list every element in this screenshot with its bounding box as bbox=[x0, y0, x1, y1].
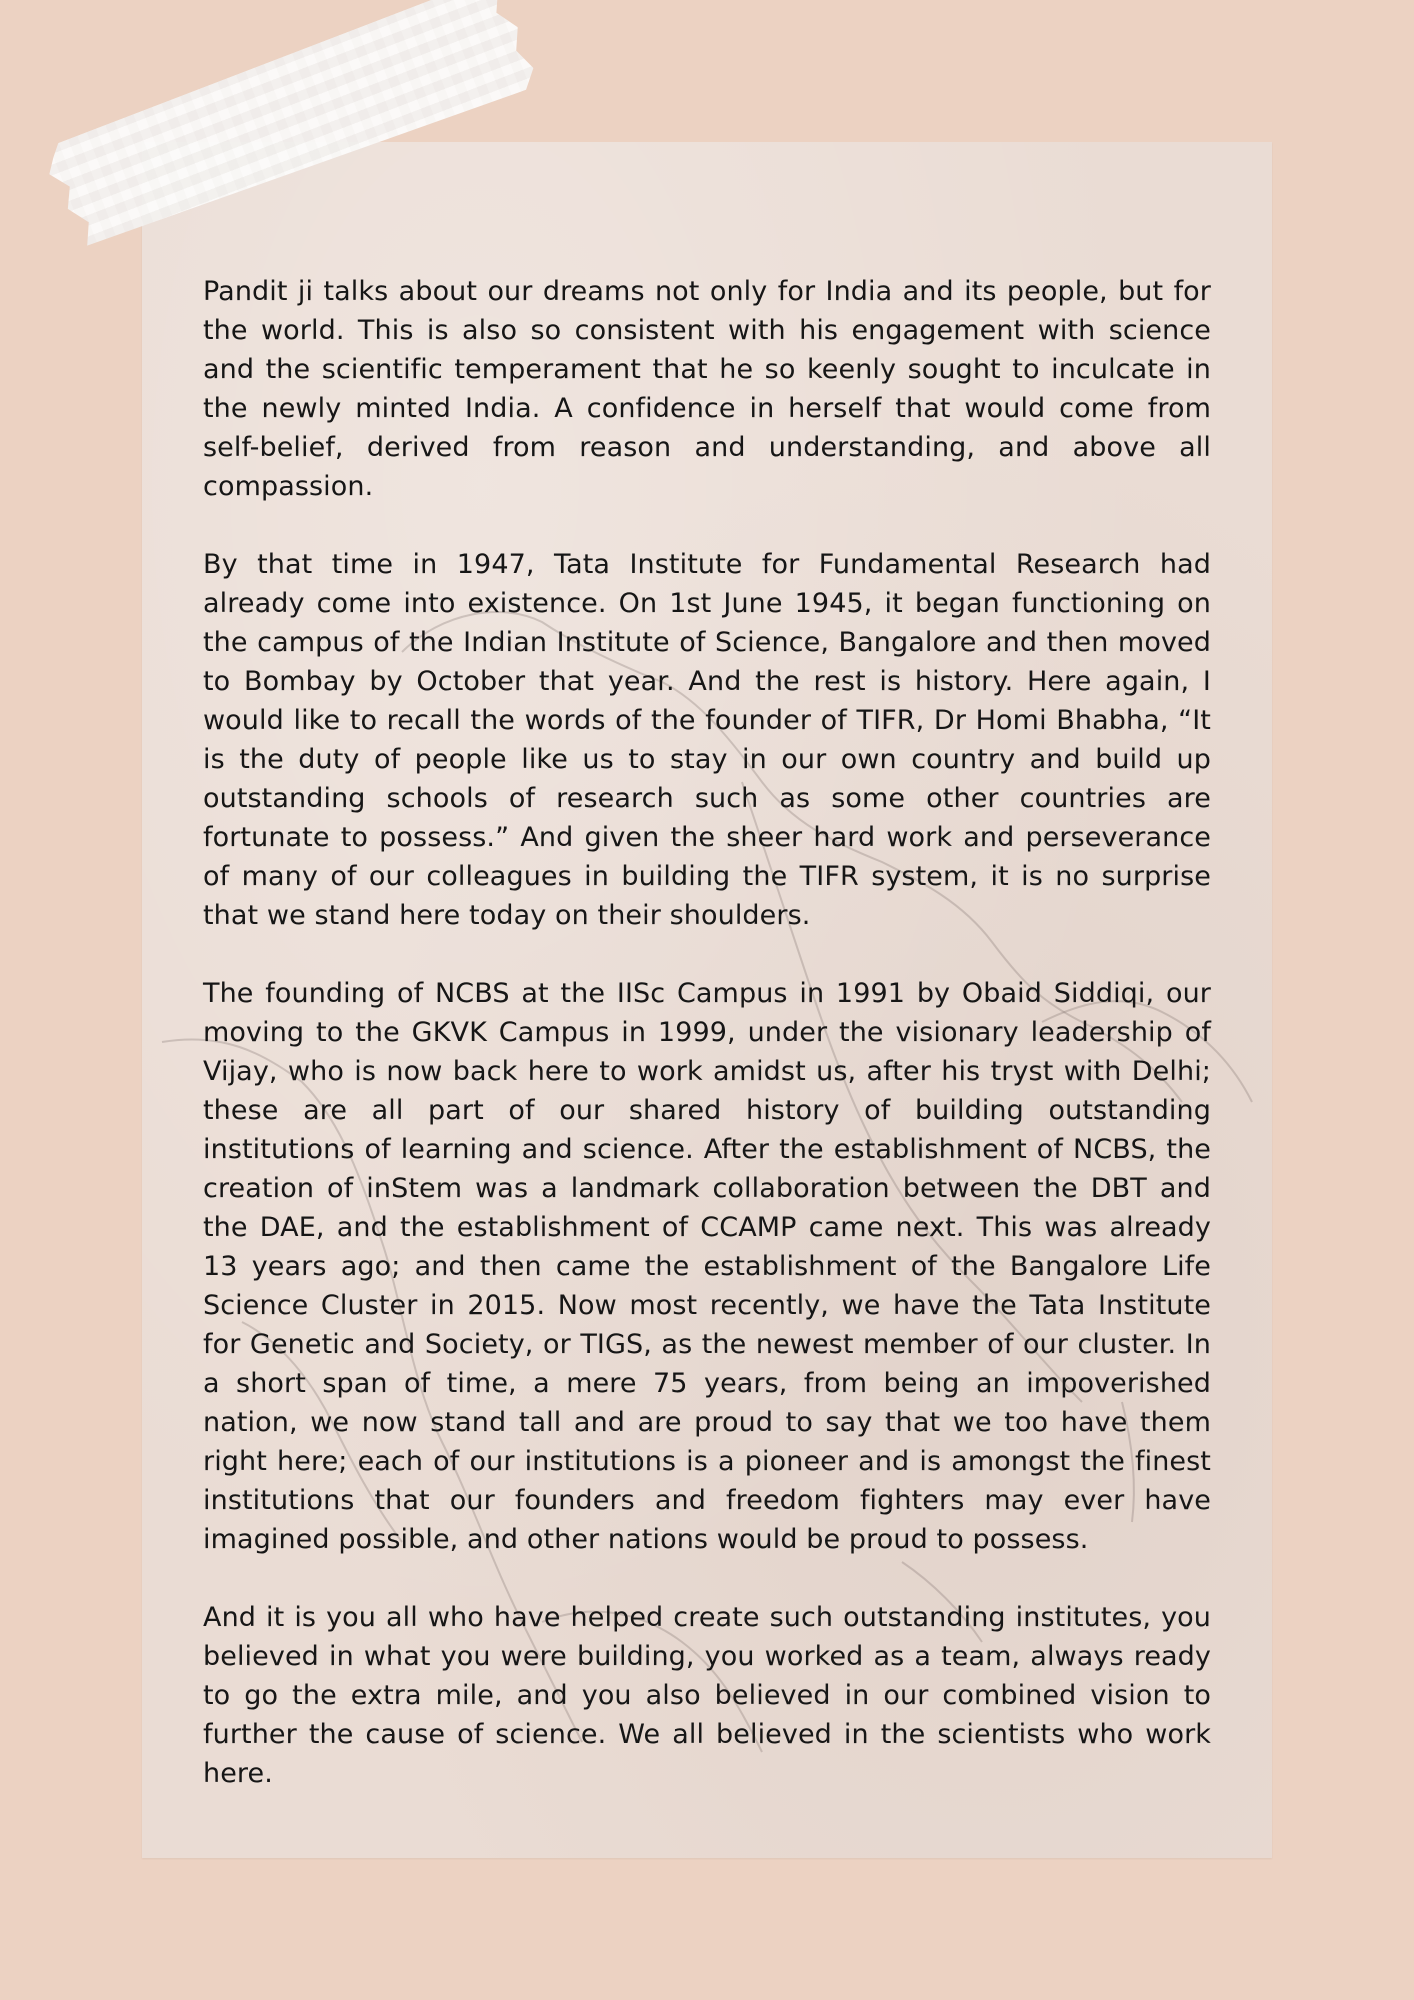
paragraph-2: By that time in 1947, Tata Institute for Fundamental Research had already come into existence. On 1st June 1945, it began functioning on the campus of the Indian Institute of Science, Bangalore and then moved to Bombay by October that year. And the rest is history. Here again, I would like to recall the words of the founder of TIFR, Dr Homi Bhabha, “It is the duty of people like us to stay in our own country and build up outstanding schools of research such as some other countries are fortunate to possess.” And given the sheer hard work and perseverance of many of our colleagues in building the TIFR system, it is no surprise that we stand here today on their shoulders. bbox=[203, 549, 1211, 931]
document-body bbox=[203, 272, 1211, 1832]
paragraph-4: And it is you all who have helped create such outstanding institutes, you believed in what you were building, you worked as a team, always ready to go the extra mile, and you also believed in our combined vision to further the cause of science. We all believed in the scientists who work here. bbox=[203, 1602, 1211, 1789]
paragraph-1: Pandit ji talks about our dreams not only for India and its people, but for the world. This is also so consistent with his engagement with science and the scientific temperament that he so keenly sought to inculcate in the newly minted India. A confidence in herself that would come from self-belief, derived from reason and understanding, and above all compassion. bbox=[203, 276, 1211, 502]
paragraph-3: The founding of NCBS at the IISc Campus in 1991 by Obaid Siddiqi, our moving to the GKVK Campus in 1999, under the visionary leadership of Vijay, who is now back here to work amidst us, after his tryst with Delhi; these are all part of our shared history of building outstanding institutions of learning and science. After the establishment of NCBS, the creation of inStem was a landmark collaboration between the DBT and the DAE, and the establishment of CCAMP came next. This was already 13 years ago; and then came the establishment of the Bangalore Life Science Cluster in 2015. Now most recently, we have the Tata Institute for Genetic and Society, or TIGS, as the newest member of our cluster. In a short span of time, a mere 75 years, from being an impoverished nation, we now stand tall and are proud to say that we too have them right here; each of our institutions is a pioneer and is amongst the finest institutions that our founders and freedom fighters may ever have imagined possible, and other nations would be proud to possess. bbox=[203, 978, 1211, 1555]
